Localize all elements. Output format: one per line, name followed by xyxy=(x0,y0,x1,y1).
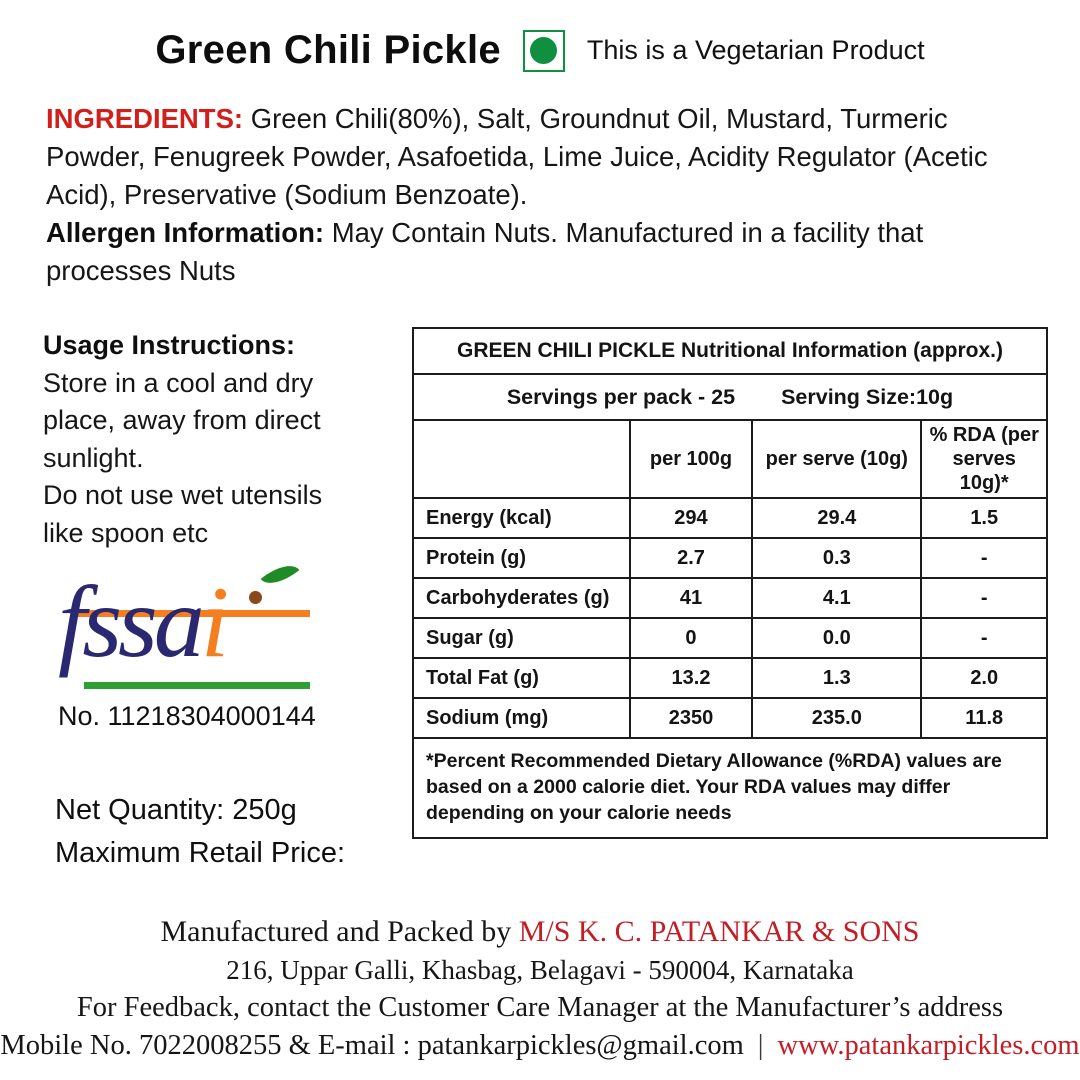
quantity-section xyxy=(55,789,345,875)
table-row xyxy=(413,538,1047,578)
table-row xyxy=(413,498,1047,538)
fssai-logo xyxy=(56,568,312,702)
ingredients-section xyxy=(46,100,1046,290)
row-rda: 2.0 xyxy=(921,658,1047,698)
serving-size: Serving Size:10g xyxy=(781,384,954,409)
table-row xyxy=(413,578,1047,618)
row-per100g: 2.7 xyxy=(630,538,752,578)
manufacturer-line xyxy=(161,915,920,949)
net-quantity: Net Quantity: 250g xyxy=(55,794,297,826)
usage-instructions xyxy=(43,327,361,552)
footer xyxy=(0,915,1080,1062)
row-per-serve: 1.3 xyxy=(752,658,921,698)
vegetarian-mark-icon xyxy=(523,30,565,72)
nutrition-table-title: GREEN CHILI PICKLE Nutritional Information (approx.) xyxy=(413,328,1047,374)
allergen-paragraph xyxy=(46,214,1046,290)
allergen-text: May Contain Nuts. Manufactured in a facility that processes Nuts xyxy=(46,217,924,286)
row-per100g: 2350 xyxy=(630,698,752,738)
row-per-serve: 0.0 xyxy=(752,618,921,658)
manufacturer-name: M/S K. C. PATANKAR & SONS xyxy=(518,915,920,948)
servings-row xyxy=(413,374,1047,420)
usage-heading: Usage Instructions: xyxy=(43,330,296,360)
product-title: Green Chili Pickle xyxy=(155,28,501,72)
row-rda: 11.8 xyxy=(921,698,1047,738)
max-retail-price: Maximum Retail Price: xyxy=(55,837,346,869)
table-row xyxy=(413,618,1047,658)
table-row xyxy=(413,698,1047,738)
fssai-license-number: No. 11218304000144 xyxy=(58,701,316,731)
row-label: Total Fat (g) xyxy=(413,658,630,698)
ingredients-text: Green Chili(80%), Salt, Groundnut Oil, Mustard, Turmeric Powder, Fenugreek Powder, Asafoetida, Lime Juice, Acidity Regulator (Acetic Acid), Preservative (Sodium Benzoate). xyxy=(46,103,988,210)
contact-line xyxy=(0,1030,1079,1062)
allergen-heading: Allergen Information: xyxy=(46,217,325,248)
row-rda: 1.5 xyxy=(921,498,1047,538)
servings-per-pack: Servings per pack - 25 xyxy=(506,384,736,409)
mobile-email-text: Mobile No. 7022008255 & E-mail : patankarpickles@gmail.com xyxy=(0,1030,744,1061)
column-header-blank xyxy=(413,420,630,498)
veg-dot-icon xyxy=(530,37,557,64)
usage-line-1: Store in a cool and dry place, away from direct sunlight. xyxy=(43,367,321,473)
row-rda: - xyxy=(921,578,1047,618)
row-per-serve: 29.4 xyxy=(752,498,921,538)
row-label: Sodium (mg) xyxy=(413,698,630,738)
row-per100g: 294 xyxy=(630,498,752,538)
row-label: Sugar (g) xyxy=(413,618,630,658)
fssai-leaf-icon xyxy=(261,557,300,593)
header xyxy=(0,28,1080,73)
column-header-rda: % RDA (per serves 10g)* xyxy=(921,420,1047,498)
usage-line-2: Do not use wet utensils like spoon etc xyxy=(43,480,323,548)
ingredients-paragraph xyxy=(46,100,1046,214)
veg-label: This is a Vegetarian Product xyxy=(586,35,925,65)
row-per100g: 13.2 xyxy=(630,658,752,698)
row-per-serve: 235.0 xyxy=(752,698,921,738)
column-header-per-serve: per serve (10g) xyxy=(752,420,921,498)
row-rda: - xyxy=(921,618,1047,658)
row-per100g: 0 xyxy=(630,618,752,658)
fssai-word-navy: fssa xyxy=(58,566,201,679)
nutrition-table xyxy=(412,327,1048,839)
website-url: www.patankarpickles.com xyxy=(777,1030,1080,1061)
column-header-row xyxy=(413,420,1047,498)
row-label: Carbohyderates (g) xyxy=(413,578,630,618)
fssai-word-orange: i xyxy=(200,566,226,679)
separator: | xyxy=(757,1030,764,1061)
row-rda: - xyxy=(921,538,1047,578)
ingredients-heading: INGREDIENTS: xyxy=(46,103,244,134)
rda-footnote: *Percent Recommended Dietary Allowance (%RDA) values are based on a 2000 calorie diet. Your RDA values may differ depending on your calorie needs xyxy=(413,738,1047,838)
fssai-wordmark xyxy=(58,566,226,679)
row-per-serve: 4.1 xyxy=(752,578,921,618)
manufacturer-address: 216, Uppar Galli, Khasbag, Belagavi - 590004, Karnataka xyxy=(226,955,854,985)
feedback-line: For Feedback, contact the Customer Care Manager at the Manufacturer’s address xyxy=(76,992,1004,1023)
fssai-leaf-dot-icon xyxy=(249,591,262,604)
row-label: Protein (g) xyxy=(413,538,630,578)
table-row xyxy=(413,658,1047,698)
manufactured-by-text: Manufactured and Packed by xyxy=(160,915,519,948)
fssai-green-bar xyxy=(84,682,310,689)
column-header-per100g: per 100g xyxy=(630,420,752,498)
row-per100g: 41 xyxy=(630,578,752,618)
row-per-serve: 0.3 xyxy=(752,538,921,578)
row-label: Energy (kcal) xyxy=(413,498,630,538)
